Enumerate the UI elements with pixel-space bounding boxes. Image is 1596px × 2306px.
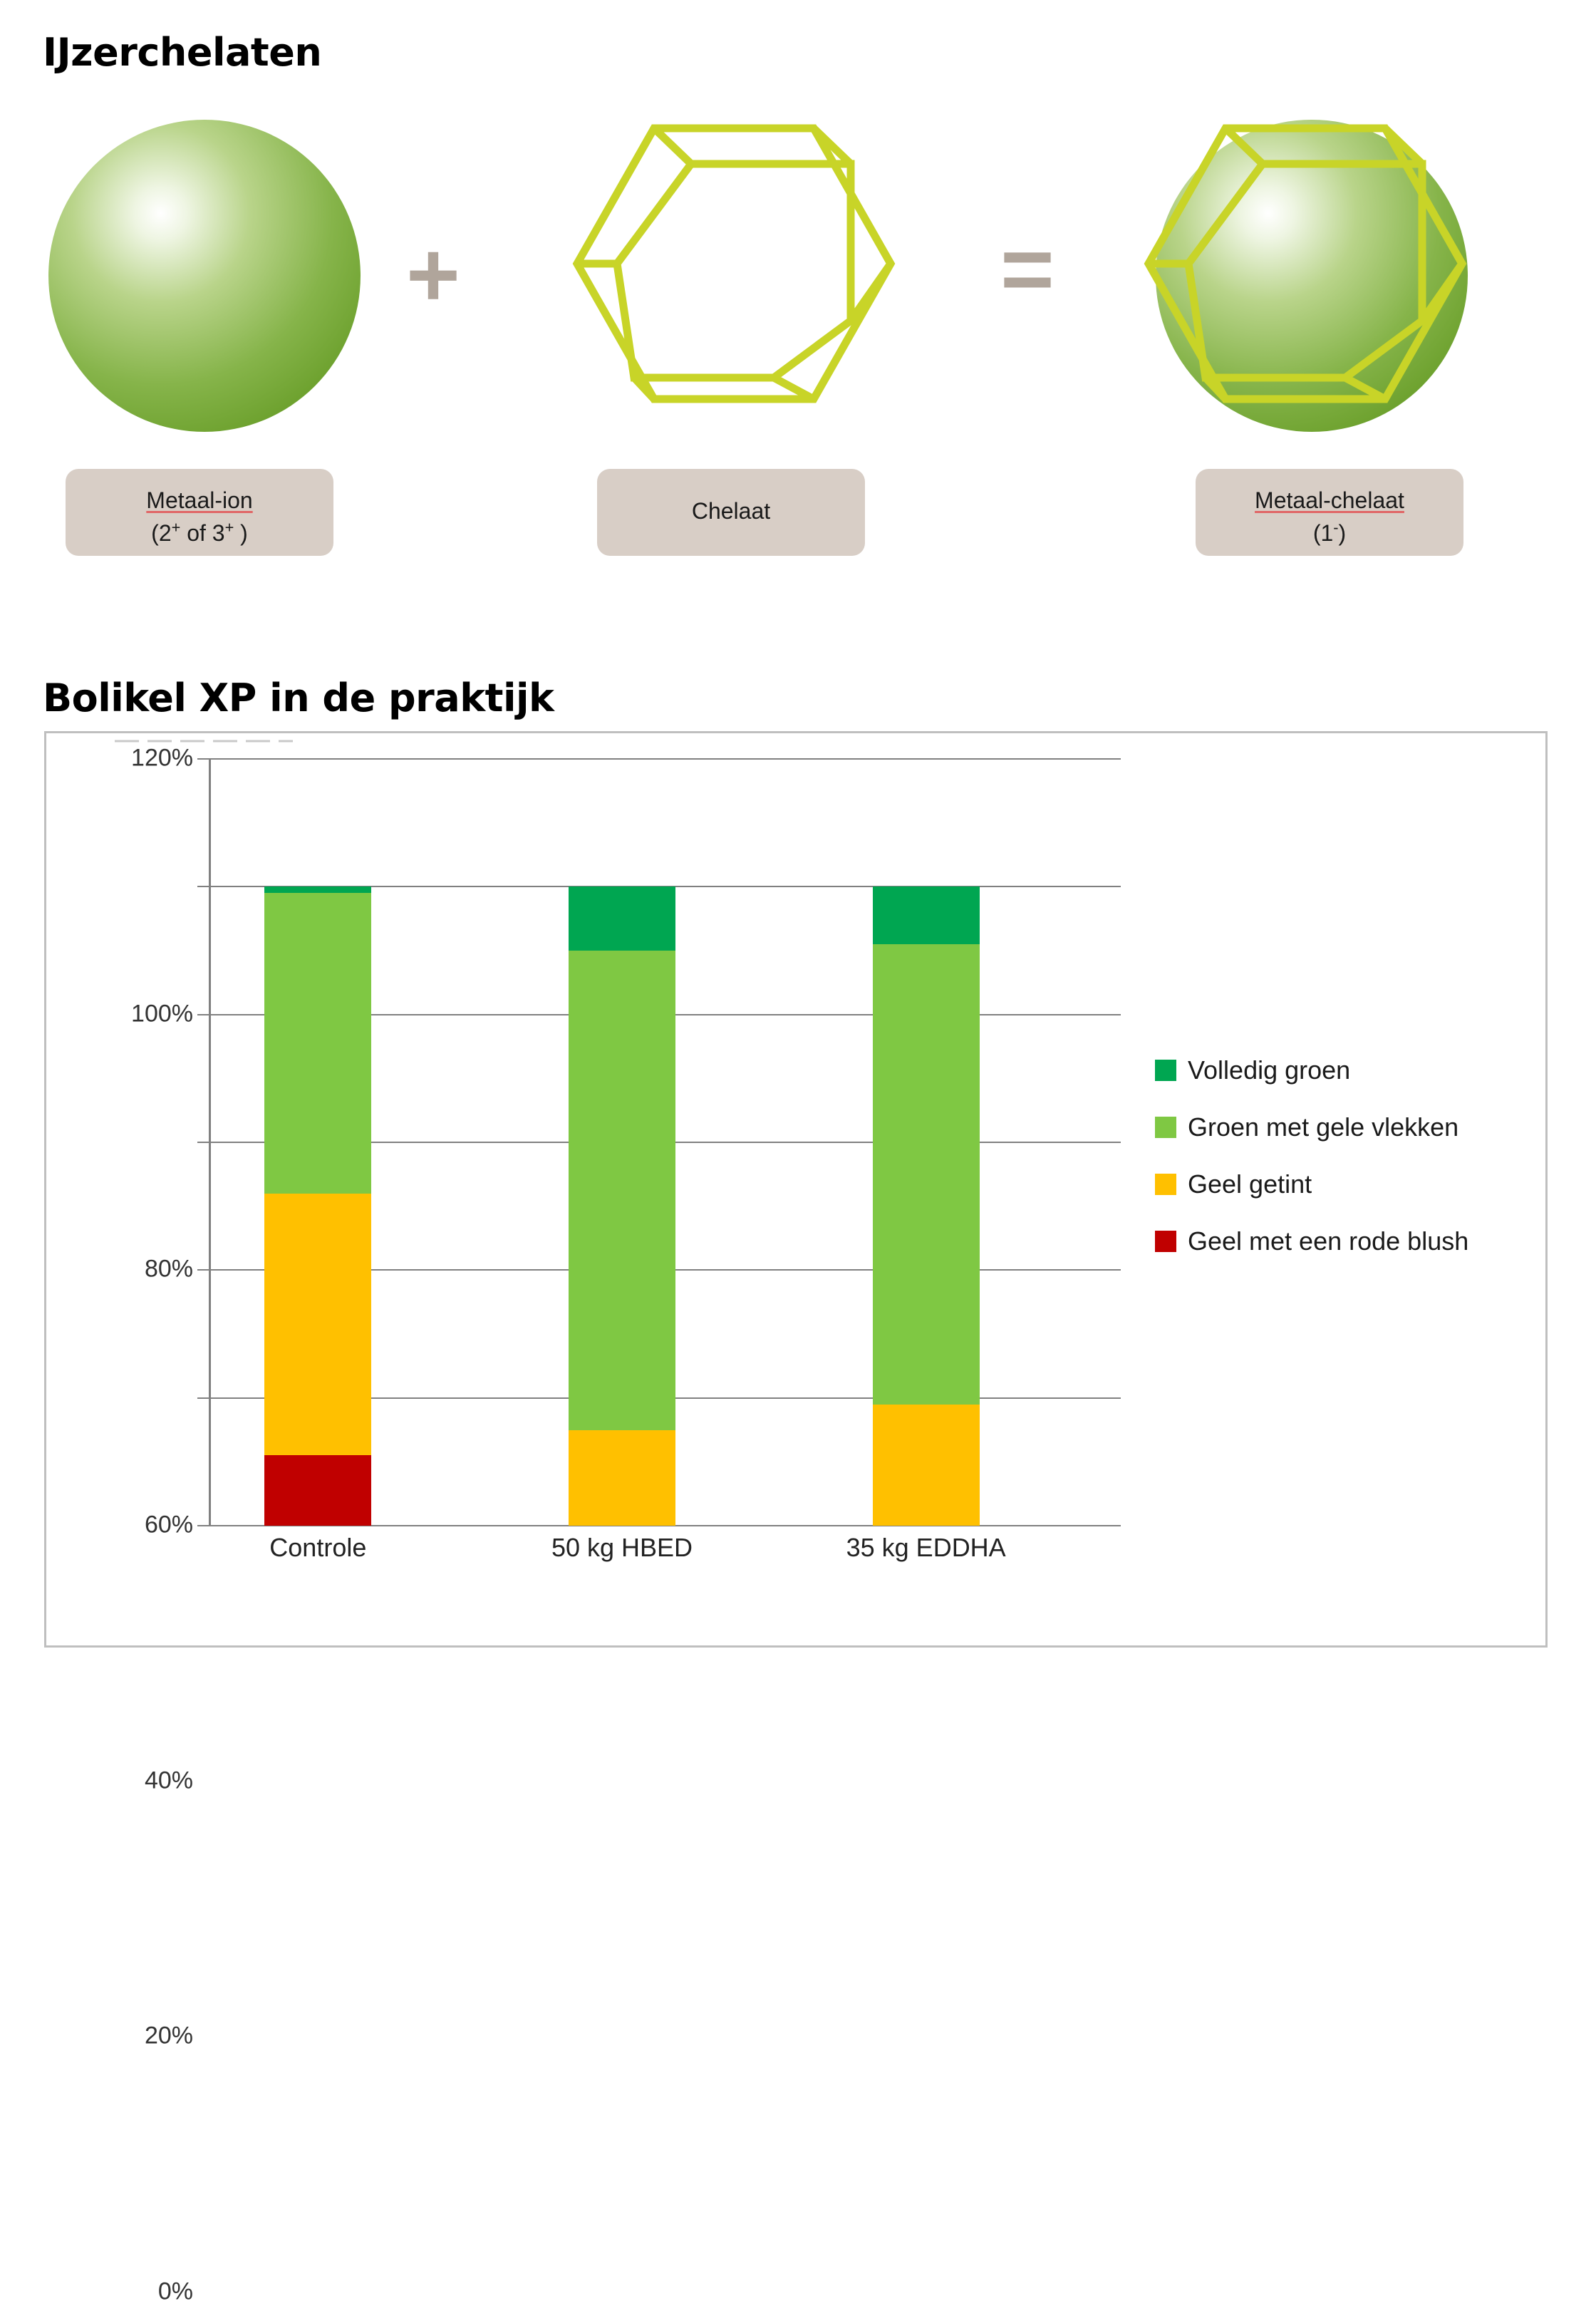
metal-ion-label-line2: (2+ of 3+ ) bbox=[151, 518, 248, 547]
bar-segment[interactable] bbox=[873, 1405, 980, 1526]
legend-item[interactable] bbox=[1155, 1112, 1540, 1142]
chelate-label-text: Chelaat bbox=[691, 498, 771, 524]
y-tick-mark bbox=[197, 1142, 209, 1143]
bar-segment[interactable] bbox=[569, 951, 675, 1430]
chelates-diagram-section bbox=[0, 0, 1596, 627]
x-axis-label: Controle bbox=[269, 1533, 367, 1562]
plus-sign: + bbox=[406, 222, 460, 326]
chart-legend bbox=[1155, 1055, 1540, 1283]
bar-column-35-kg-eddha[interactable] bbox=[873, 759, 980, 1526]
chart-container bbox=[44, 731, 1548, 2305]
y-tick-mark bbox=[197, 758, 209, 760]
y-tick-label: 80% bbox=[144, 1255, 193, 1283]
bar-segment[interactable] bbox=[264, 1194, 371, 1456]
bar-segment[interactable] bbox=[873, 886, 980, 944]
chart-section-title: Bolikel XP in de praktijk bbox=[43, 676, 554, 720]
legend-swatch-icon bbox=[1155, 1117, 1176, 1138]
y-tick-label: 100% bbox=[131, 1000, 193, 1028]
y-tick-label: 0% bbox=[157, 2277, 193, 2305]
y-tick-mark bbox=[197, 1397, 209, 1399]
y-tick-label: 120% bbox=[131, 744, 193, 772]
chelate-label bbox=[597, 469, 865, 556]
metal-chelate-label bbox=[1196, 469, 1463, 556]
y-tick-mark bbox=[197, 886, 209, 887]
legend-item[interactable] bbox=[1155, 1169, 1540, 1199]
bar-column-50-kg-hbed[interactable] bbox=[569, 759, 675, 1526]
bar-segment[interactable] bbox=[569, 886, 675, 951]
chelate-hexagon-icon bbox=[549, 86, 919, 442]
page-title: IJzerchelaten bbox=[43, 30, 322, 75]
metal-chelate-label-line2: (1-) bbox=[1312, 518, 1347, 547]
metal-chelate-hexagon-icon bbox=[1120, 86, 1491, 442]
legend-item[interactable] bbox=[1155, 1055, 1540, 1085]
legend-item[interactable] bbox=[1155, 1226, 1540, 1256]
y-tick-mark bbox=[197, 1014, 209, 1015]
metal-chelate-label-line1: Metaal-chelaat bbox=[1255, 487, 1404, 513]
bar-segment[interactable] bbox=[264, 1455, 371, 1526]
metal-ion-label-line1: Metaal-ion bbox=[146, 487, 253, 513]
y-tick-label: 60% bbox=[144, 1511, 193, 1539]
x-axis-label: 50 kg HBED bbox=[551, 1533, 693, 1562]
y-tick-label: 20% bbox=[144, 2022, 193, 2049]
x-axis-label: 35 kg EDDHA bbox=[846, 1533, 1006, 1562]
legend-label: Groen met gele vlekken bbox=[1188, 1112, 1459, 1142]
chart-plot-area bbox=[131, 744, 1121, 2305]
legend-label: Geel getint bbox=[1188, 1169, 1312, 1199]
bar-segment[interactable] bbox=[873, 944, 980, 1405]
legend-label: Geel met een rode blush bbox=[1188, 1226, 1469, 1256]
bar-segment[interactable] bbox=[569, 1430, 675, 1526]
bar-segment[interactable] bbox=[264, 886, 371, 893]
metal-ion-label bbox=[66, 469, 333, 556]
equals-sign: = bbox=[1000, 217, 1054, 321]
legend-label: Volledig groen bbox=[1188, 1055, 1351, 1085]
bar-segment[interactable] bbox=[264, 893, 371, 1193]
y-tick-label: 40% bbox=[144, 1767, 193, 1794]
legend-swatch-icon bbox=[1155, 1231, 1176, 1252]
y-tick-mark bbox=[197, 1269, 209, 1271]
legend-swatch-icon bbox=[1155, 1174, 1176, 1195]
y-tick-mark bbox=[197, 1525, 209, 1526]
metal-ion-sphere-icon bbox=[48, 120, 361, 432]
legend-swatch-icon bbox=[1155, 1060, 1176, 1081]
bar-column-controle[interactable] bbox=[264, 759, 371, 1526]
